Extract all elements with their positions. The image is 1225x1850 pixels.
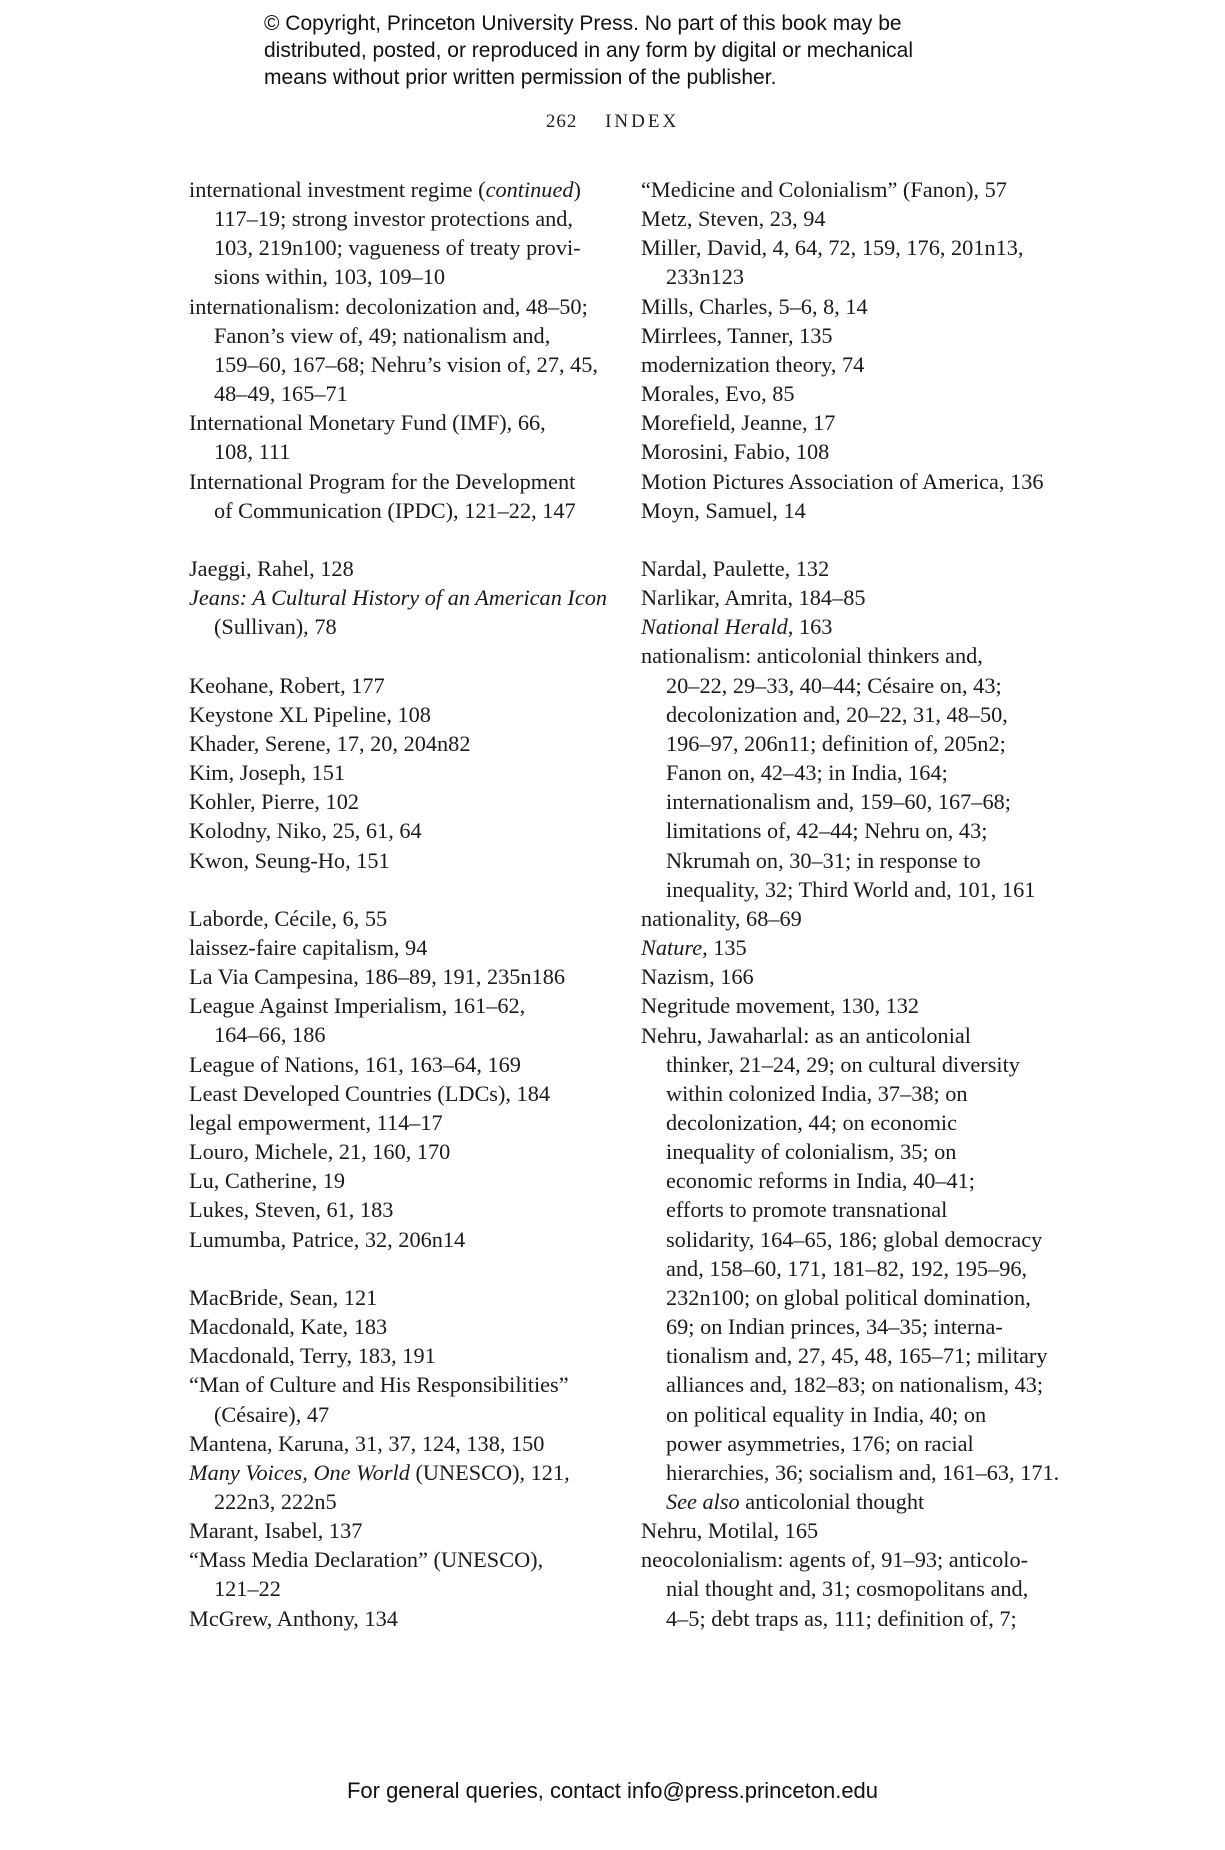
index-entry: Moyn, Samuel, 14 <box>641 497 806 523</box>
copyright-line: distributed, posted, or reproduced in any form by digital or mechanical <box>264 39 914 62</box>
index-entry: League of Nations, 161, 163–64, 169 <box>189 1051 521 1077</box>
index-entry: Louro, Michele, 21, 160, 170 <box>189 1139 451 1165</box>
index-group <box>189 554 609 641</box>
index-entry: Khader, Serene, 17, 20, 204n82 <box>189 730 471 756</box>
index-entry: National Herald, 163 <box>641 614 833 640</box>
index-entry: laissez-faire capitalism, 94 <box>189 935 428 961</box>
index-entry: Kim, Joseph, 151 <box>189 760 346 786</box>
index-entry: international investment regime (continued) 117–19; strong investor protections and, 103, 219n100; vagueness of treaty provi- sions within, 103, 109–10 <box>189 177 581 290</box>
index-entry: modernization theory, 74 <box>641 351 865 377</box>
copyright-line: © Copyright, Princeton University Press. No part of this book may be <box>264 12 902 35</box>
copyright-line: means without prior written permission of the publisher. <box>264 66 777 89</box>
index-entry: Metz, Steven, 23, 94 <box>641 206 826 232</box>
index-entry: Keohane, Robert, 177 <box>189 672 385 698</box>
index-entry: Kohler, Pierre, 102 <box>189 789 360 815</box>
index-entry: Morefield, Jeanne, 17 <box>641 410 836 436</box>
index-entry: Mills, Charles, 5–6, 8, 14 <box>641 293 868 319</box>
index-column-left <box>189 175 609 1662</box>
index-entry: Nehru, Jawaharlal: as an anticolonial thinker, 21–24, 29; on cultural diversity within colonized India, 37–38; on decolonization, 44; on economic inequality of colonialism, 35; on economic reforms in India, 40–41; efforts to promote transnational solidarity, 164–65, 186; global democracy and, 158–60, 171, 181–82, 192, 195–96, 232n100; on global political domination, 69; on Indian princes, 34–35; interna- tionalism and, 27, 45, 48, 165–71; military alliances and, 182–83; on nationalism, 43; on political equality in India, 40; on power asymmetries, 176; on racial hierarchies, 36; socialism and, 161–63, 171. See also anticolonial thought <box>641 1022 1060 1515</box>
index-column-right <box>641 175 1071 1662</box>
index-entry: Nature, 135 <box>641 935 747 961</box>
index-entry: MacBride, Sean, 121 <box>189 1284 378 1310</box>
index-entry: Jeans: A Cultural History of an American Icon (Sullivan), 78 <box>189 585 608 640</box>
index-group <box>189 1283 609 1633</box>
index-entry: International Monetary Fund (IMF), 66, 108, 111 <box>189 410 546 465</box>
index-entry: Motion Pictures Association of America, 136 <box>641 468 1044 494</box>
index-entry: Nehru, Motilal, 165 <box>641 1518 819 1544</box>
index-entry: Miller, David, 4, 64, 72, 159, 176, 201n13, 233n123 <box>641 235 1024 290</box>
index-entry: Many Voices, One World (UNESCO), 121, 222n3, 222n5 <box>189 1459 570 1514</box>
index-entry: La Via Campesina, 186–89, 191, 235n186 <box>189 964 566 990</box>
index-entry: Macdonald, Kate, 183 <box>189 1314 388 1340</box>
index-entry: Kolodny, Niko, 25, 61, 64 <box>189 818 422 844</box>
index-entry: Lukes, Steven, 61, 183 <box>189 1197 394 1223</box>
index-entry: nationalism: anticolonial thinkers and, 20–22, 29–33, 40–44; Césaire on, 43; decolonization and, 20–22, 31, 48–50, 196–97, 206n11; definition of, 205n2; Fanon on, 42–43; in India, 164; internationalism and, 159–60, 167–68; limitations of, 42–44; Nehru on, 43; Nkrumah on, 30–31; in response to inequality, 32; Third World and, 101, 161 <box>641 643 1036 902</box>
index-entry: internationalism: decolonization and, 48–50; Fanon’s view of, 49; nationalism and, 159–60, 167–68; Nehru’s vision of, 27, 45, 48–49, 165–71 <box>189 293 598 407</box>
index-entry: “Man of Culture and His Responsibilities” (Césaire), 47 <box>189 1372 569 1427</box>
index-entry: Narlikar, Amrita, 184–85 <box>641 585 866 611</box>
index-entry: Keystone XL Pipeline, 108 <box>189 701 431 727</box>
index-entry: “Medicine and Colonialism” (Fanon), 57 <box>641 177 1007 202</box>
index-entry: nationality, 68–69 <box>641 905 802 931</box>
index-entry: Least Developed Countries (LDCs), 184 <box>189 1080 551 1106</box>
index-entry: Lumumba, Patrice, 32, 206n14 <box>189 1226 466 1252</box>
index-entry: Lu, Catherine, 19 <box>189 1168 346 1194</box>
index-entry: International Program for the Development of Communication (IPDC), 121–22, 147 <box>189 468 576 523</box>
index-entry: Mantena, Karuna, 31, 37, 124, 138, 150 <box>189 1430 545 1456</box>
index-entry: Morales, Evo, 85 <box>641 381 795 407</box>
index-entry: “Mass Media Declaration” (UNESCO), 121–22 <box>189 1547 544 1602</box>
copyright-notice <box>264 10 964 91</box>
index-entry: McGrew, Anthony, 134 <box>189 1605 398 1631</box>
index-entry: neocolonialism: agents of, 91–93; anticolo- nial thought and, 31; cosmopolitans and, 4–5; debt traps as, 111; definition of, 7; <box>641 1547 1029 1631</box>
index-group <box>189 671 609 875</box>
index-entry: Negritude movement, 130, 132 <box>641 993 920 1019</box>
index-entry: League Against Imperialism, 161–62, 164–66, 186 <box>189 993 526 1048</box>
running-head <box>0 111 1225 133</box>
index-group <box>641 554 1071 1633</box>
index-entry: Macdonald, Terry, 183, 191 <box>189 1343 436 1369</box>
index-entry: Nardal, Paulette, 132 <box>641 556 830 582</box>
footer-contact: For general queries, contact info@press.princeton.edu <box>346 1778 879 1803</box>
page-number: 262 <box>545 111 578 132</box>
index-entry: Morosini, Fabio, 108 <box>641 439 830 465</box>
index-entry: Nazism, 166 <box>641 964 754 990</box>
index-group <box>189 904 609 1254</box>
index-group <box>641 175 1071 525</box>
index-entry: legal empowerment, 114–17 <box>189 1109 443 1135</box>
index-entry: Kwon, Seung-Ho, 151 <box>189 847 390 873</box>
index-entry: Jaeggi, Rahel, 128 <box>189 556 354 582</box>
index-entry: Mirrlees, Tanner, 135 <box>641 322 833 348</box>
section-title: INDEX <box>605 111 680 132</box>
index-entry: Marant, Isabel, 137 <box>189 1518 363 1544</box>
index-group <box>189 175 609 525</box>
index-entry: Laborde, Cécile, 6, 55 <box>189 905 388 931</box>
